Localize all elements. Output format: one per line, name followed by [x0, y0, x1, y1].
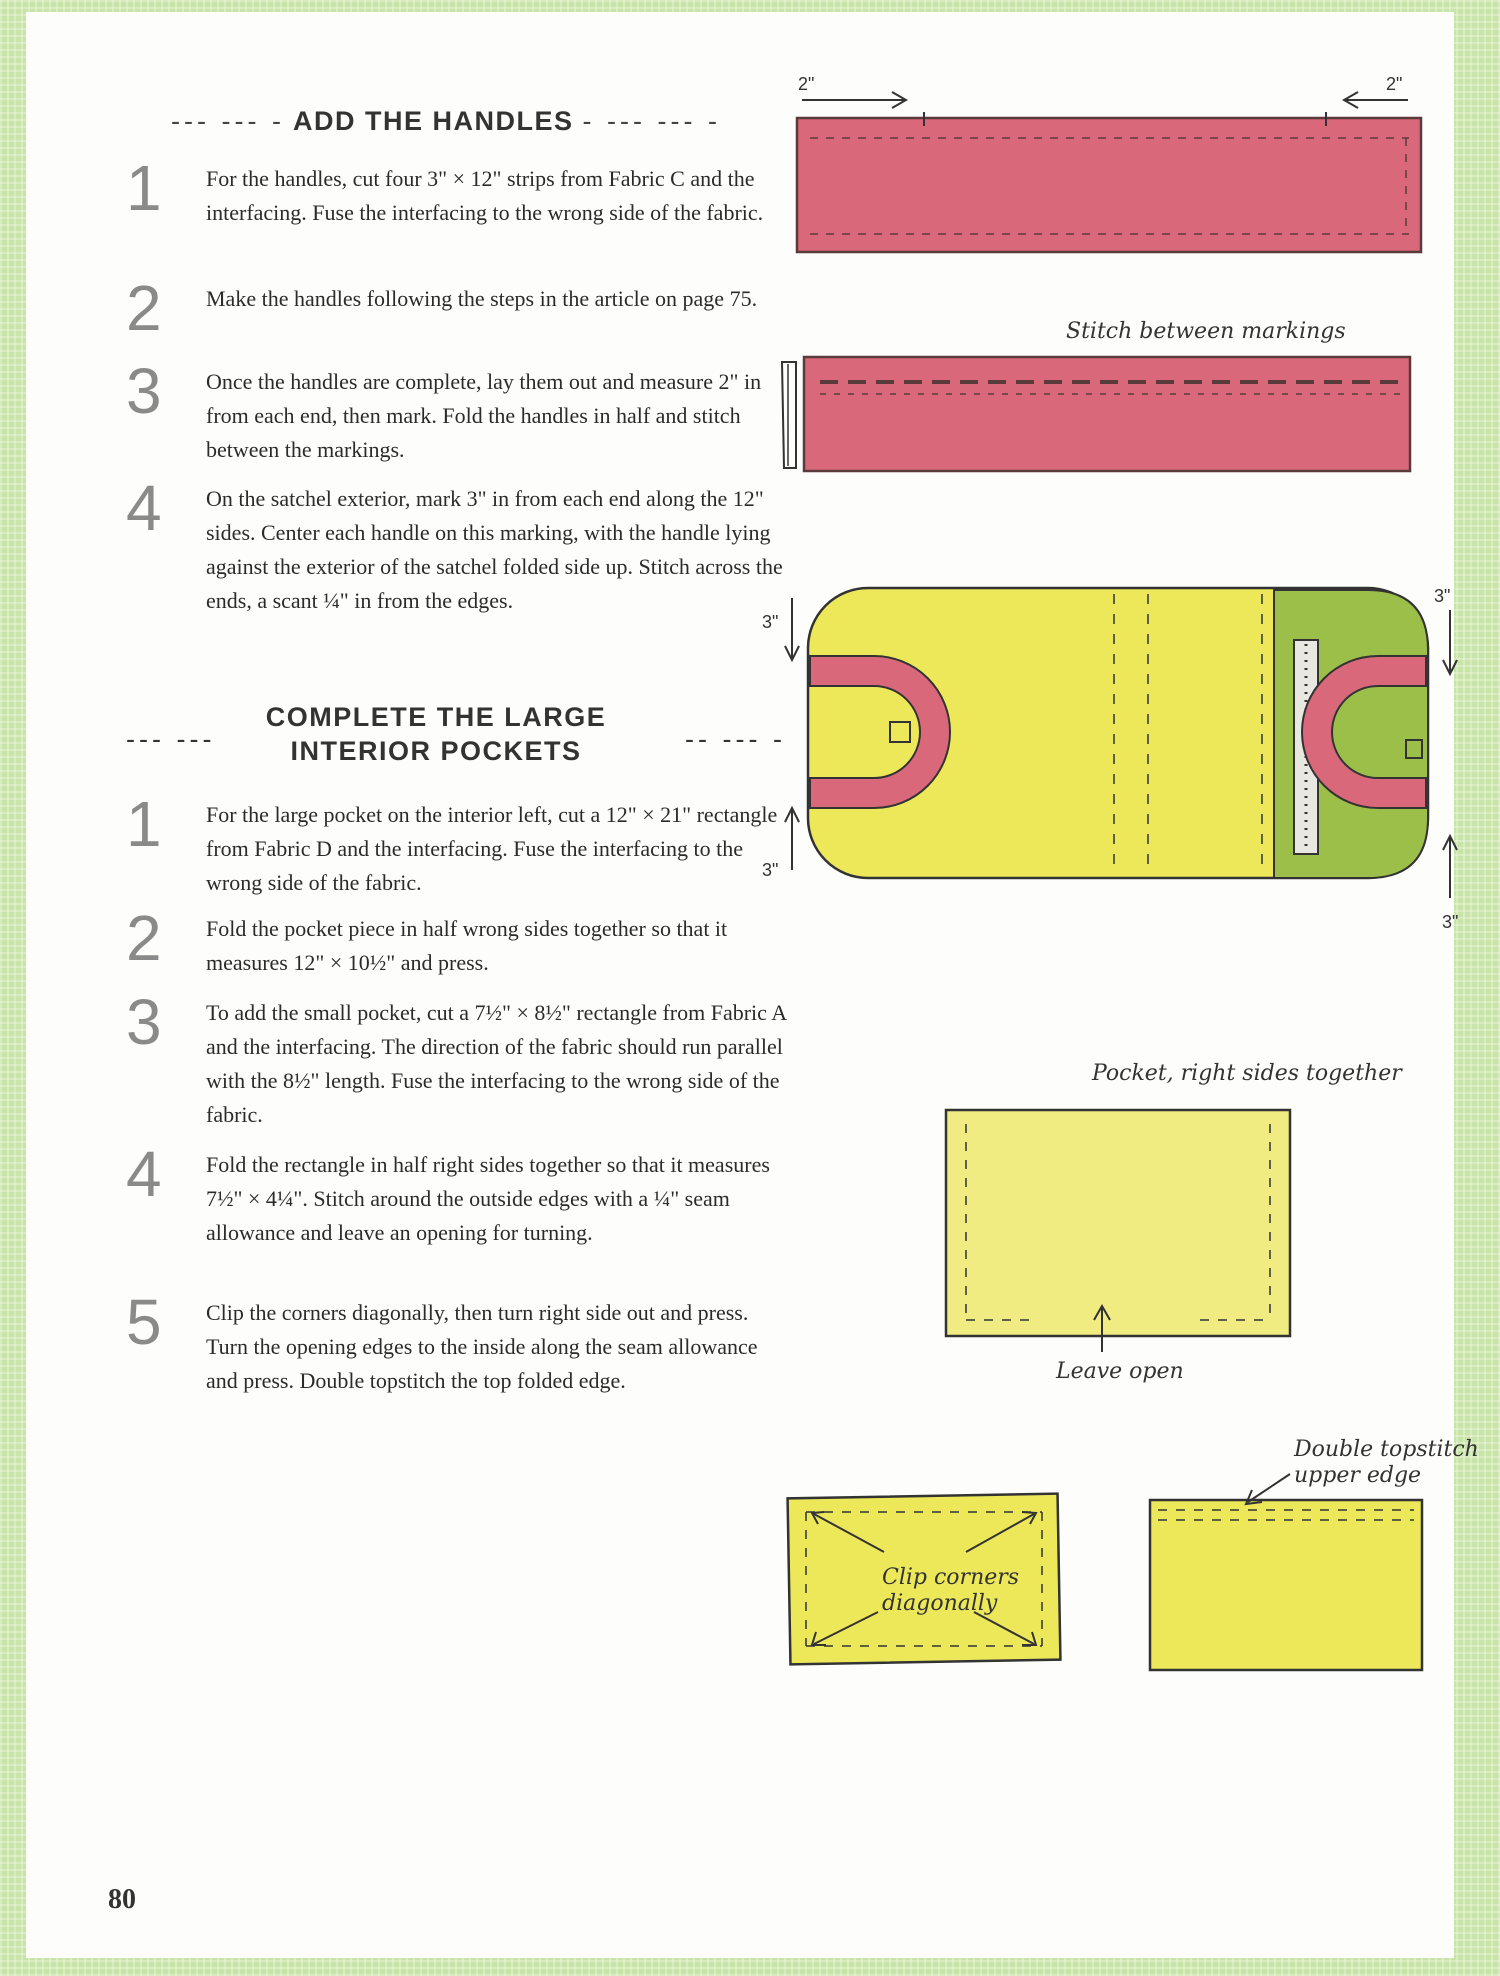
illustrations	[26, 12, 1479, 1958]
step-text: For the handles, cut four 3" × 12" strips from Fabric C and the interfacing. Fuse the interfacing to the wrong side of the fabric.	[206, 166, 764, 225]
step-number: 1	[126, 152, 162, 224]
heading-text: ADD THE HANDLES	[292, 106, 574, 136]
mark-3in-bottom-left: 3"	[762, 860, 779, 880]
step-number: 2	[126, 902, 162, 974]
heading-rule-left: --- --- -	[171, 106, 285, 136]
stitch-caption: Stitch between markings	[1066, 319, 1346, 344]
mark-2in-right: 2"	[1386, 74, 1403, 94]
page-number: 80	[108, 1884, 136, 1915]
topstitch-caption-line-2: upper edge	[1294, 1463, 1422, 1488]
step-text: To add the small pocket, cut a 7½" × 8½" rectangle from Fabric A and the interfacing. The direction of the fabric should run parallel with the 8½" length. Fuse the interfacing to the wrong side of the fabric.	[206, 1000, 786, 1127]
step-text: For the large pocket on the interior left, cut a 12" × 21" rectangle from Fabric D and the interfacing. Fuse the interfacing to the wrong side of the fabric.	[206, 802, 778, 895]
step-number: 3	[126, 986, 162, 1058]
leave-open-caption: Leave open	[1056, 1359, 1184, 1384]
heading-rule-right: - --- --- -	[582, 106, 721, 136]
step-number: 3	[126, 355, 162, 427]
step-text: On the satchel exterior, mark 3" in from each end along the 12" sides. Center each handle on this marking, with the handle lying against the exterior of the satchel folded side up. Stitch across the ends, a scant ¼" in from the edges.	[206, 486, 783, 613]
topstitch-caption-line-1: Double topstitch	[1294, 1437, 1479, 1462]
heading-rule-left: --- ---	[126, 724, 216, 754]
step-number: 4	[126, 472, 162, 544]
book-page	[26, 12, 1479, 1958]
mark-2in-left: 2"	[798, 74, 815, 94]
heading-line-1: COMPLETE THE LARGE	[265, 702, 607, 732]
heading-line-2: INTERIOR POCKETS	[290, 736, 582, 766]
handle-strip-flat	[797, 92, 1421, 252]
step-number: 2	[126, 272, 162, 344]
mark-3in-top-right: 3"	[1434, 586, 1451, 606]
step-text: Fold the pocket piece in half wrong sides together so that it measures 12" × 10½" and press.	[206, 916, 728, 975]
heading-rule-right: -- --- -	[685, 724, 786, 754]
handle-strip-folded	[782, 357, 1410, 471]
pocket-caption: Pocket, right sides together	[1092, 1061, 1402, 1086]
clip-caption-line-2: diagonally	[882, 1591, 998, 1616]
step-text: Make the handles following the steps in the article on page 75.	[206, 286, 758, 311]
mark-3in-bottom-right: 3"	[1442, 912, 1459, 932]
step-number: 4	[126, 1138, 162, 1210]
mark-3in-top-left: 3"	[762, 612, 779, 632]
small-pocket-sewn	[946, 1110, 1290, 1352]
step-text: Fold the rectangle in half right sides together so that it measures 7½" × 4¼". Stitch around the outside edges with a ¼" seam allowance and leave an opening for turning.	[206, 1152, 770, 1245]
step-text: Once the handles are complete, lay them out and measure 2" in from each end, then mark. Fold the handles in half and stitch between the markings.	[206, 369, 762, 462]
step-number: 1	[126, 788, 162, 860]
clip-caption-line-1: Clip corners	[882, 1565, 1020, 1590]
step-number: 5	[126, 1286, 162, 1358]
satchel-exterior	[785, 588, 1457, 898]
pocket-topstitched	[1150, 1474, 1422, 1670]
step-text: Clip the corners diagonally, then turn right side out and press. Turn the opening edges to the inside along the seam allowance and press. Double topstitch the top folded edge.	[206, 1300, 758, 1393]
